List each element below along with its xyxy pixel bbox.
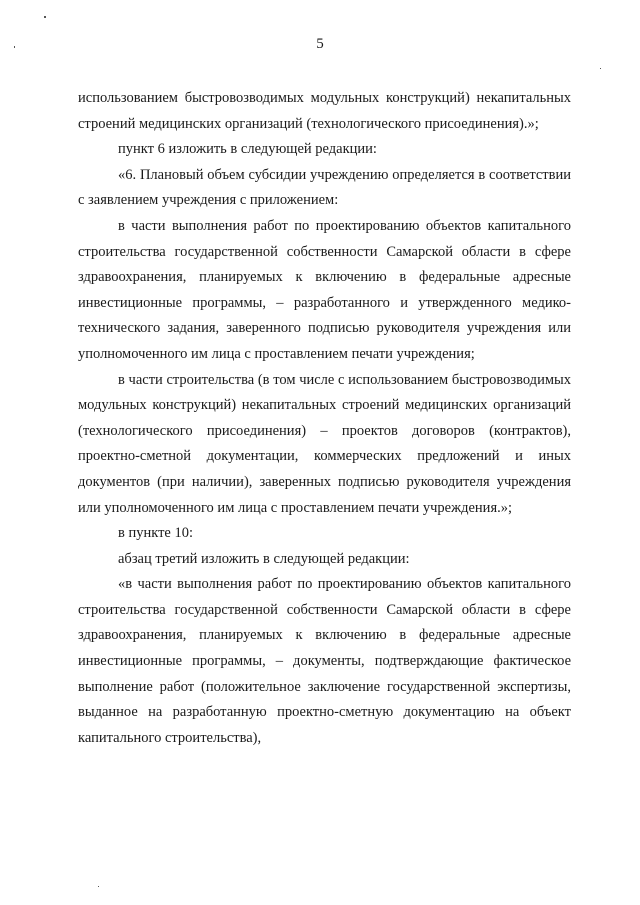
page-number: 5	[316, 36, 324, 52]
paragraph: в части строительства (в том числе с использованием быстровозводимых модульных конструкций) некапитальных строений медицинских организаций (технологического присоединения) – проектов договоров (контрактов), проектно-сметной документации, коммерческих предложений и иных документов (при наличии), заверенных подписью руководителя учреждения или уполномоченного им лица с проставлением печати учреждения.»;	[78, 371, 571, 516]
paragraph: «6. Плановый объем субсидии учреждению определяется в соответствии с заявлением учреждения с приложением:	[78, 166, 571, 209]
paragraph: использованием быстровозводимых модульных конструкций) некапитальных строений медицинских организаций (технологического присоединения).»;	[78, 90, 571, 132]
scan-speck	[44, 16, 46, 18]
paragraph: в части выполнения работ по проектированию объектов капитального строительства государственной собственности Самарской области в сфере здравоохранения, планируемых к включению в федеральные адресные инвестиционные программы, – разработанного и утвержденного медико-технического задания, заверенного подписью руководителя учреждения или уполномоченного им лица с проставлением печати учреждения;	[78, 217, 571, 362]
paragraph: пункт 6 изложить в следующей редакции:	[118, 141, 377, 158]
scan-speck	[600, 68, 601, 69]
document-body	[78, 86, 571, 751]
scan-speck	[98, 886, 99, 887]
paragraph: «в части выполнения работ по проектированию объектов капитального строительства государственной собственности Самарской области в сфере здравоохранения, планируемых к включению в федеральные адресные инвестиционные программы, – документы, подтверждающие фактическое выполнение работ (положительное заключение государственной экспертизы, выданное на разработанную проектно-сметную документацию на объект капитального строительства),	[78, 576, 571, 746]
paragraph: абзац третий изложить в следующей редакции:	[118, 550, 410, 567]
paragraph: в пункте 10:	[118, 525, 194, 542]
